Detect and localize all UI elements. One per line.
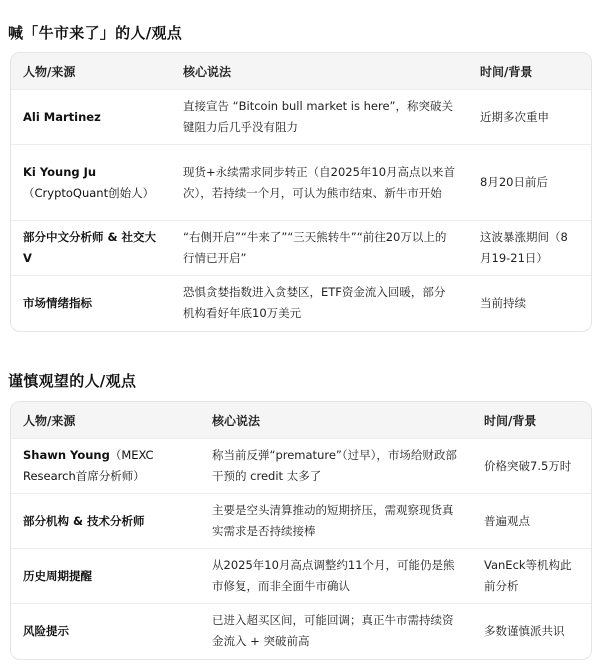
- table-row: [11, 549, 591, 604]
- table-row: [11, 145, 591, 221]
- row-claim: “右侧开启”“牛来了”“三天熊转牛”“前往20万以上的行情已开启”: [171, 221, 468, 276]
- header-source: 人物/来源: [11, 402, 200, 439]
- row-time: 近期多次重申: [468, 90, 591, 145]
- table-row: [11, 439, 591, 494]
- row-time: 当前持续: [468, 276, 591, 331]
- table-row: [11, 494, 591, 549]
- section-title-cautious: 谨慎观望的人/观点: [8, 372, 137, 390]
- table-header-row: [11, 402, 591, 439]
- row-claim: 从2025年10月高点调整约11个月，可能仍是熊市修复，而非全面牛市确认: [200, 549, 472, 604]
- bullish-table: [11, 53, 591, 331]
- row-source: Shawn Young（MEXC Research首席分析师）: [11, 439, 200, 494]
- header-source: 人物/来源: [11, 53, 171, 90]
- table-row: [11, 90, 591, 145]
- row-time: VanEck等机构此前分析: [472, 549, 591, 604]
- row-time: 这波暴涨期间（8月19-21日）: [468, 221, 591, 276]
- table-header-row: [11, 53, 591, 90]
- row-source: 部分中文分析师 & 社交大V: [11, 221, 171, 276]
- row-claim: 恐惧贪婪指数进入贪婪区，ETF资金流入回暖，部分机构看好年底10万美元: [171, 276, 468, 331]
- row-claim: 称当前反弹“premature”（过早），市场给财政部干预的 credit 太多了: [200, 439, 472, 494]
- row-source: 历史周期提醒: [11, 549, 200, 604]
- cautious-table-card: [10, 401, 592, 660]
- row-claim: 已进入超买区间，可能回调；真正牛市需持续资金流入 + 突破前高: [200, 604, 472, 659]
- header-claim: 核心说法: [200, 402, 472, 439]
- cautious-table: [11, 402, 591, 659]
- row-claim: 直接宣告 “Bitcoin bull market is here”，称突破关键阻力后几乎没有阻力: [171, 90, 468, 145]
- section-title-bullish: 喊「牛市来了」的人/观点: [8, 24, 183, 42]
- header-time: 时间/背景: [468, 53, 591, 90]
- row-source: 部分机构 & 技术分析师: [11, 494, 200, 549]
- row-time: 价格突破7.5万时: [472, 439, 591, 494]
- bullish-table-card: [10, 52, 592, 332]
- row-time: 多数谨慎派共识: [472, 604, 591, 659]
- row-source: 市场情绪指标: [11, 276, 171, 331]
- row-time: 普遍观点: [472, 494, 591, 549]
- row-source: Ki Young Ju （CryptoQuant创始人）: [11, 145, 171, 221]
- header-claim: 核心说法: [171, 53, 468, 90]
- table-row: [11, 604, 591, 659]
- row-source: Ali Martinez: [11, 90, 171, 145]
- row-claim: 主要是空头清算推动的短期挤压，需观察现货真实需求是否持续接棒: [200, 494, 472, 549]
- header-time: 时间/背景: [472, 402, 591, 439]
- table-row: [11, 221, 591, 276]
- row-source: 风险提示: [11, 604, 200, 659]
- table-row: [11, 276, 591, 331]
- row-time: 8月20日前后: [468, 145, 591, 221]
- row-claim: 现货+永续需求同步转正（自2025年10月高点以来首次），若持续一个月，可认为熊市结束、新牛市开始: [171, 145, 468, 221]
